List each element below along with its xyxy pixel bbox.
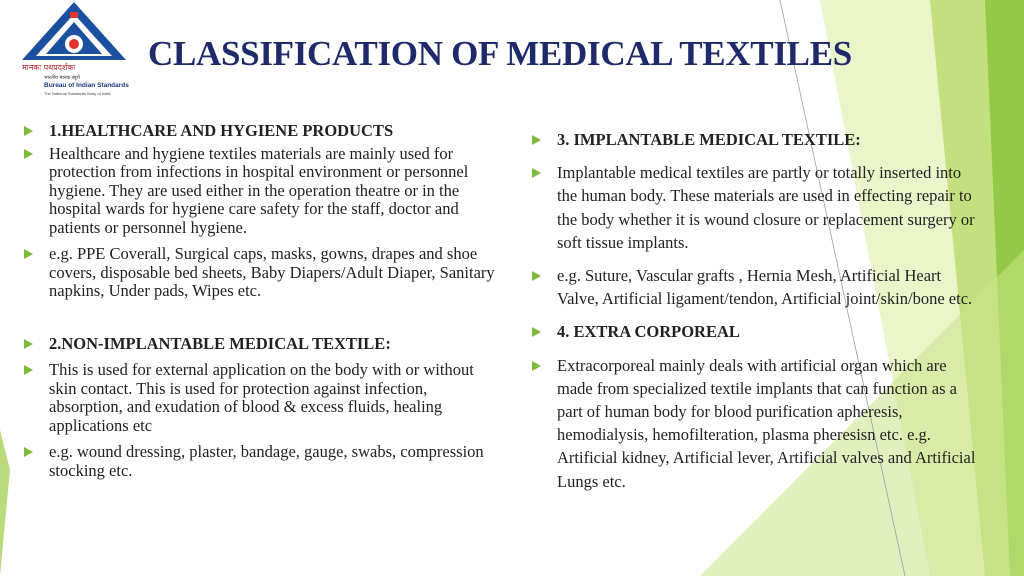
section-heading: 2.NON-IMPLANTABLE MEDICAL TEXTILE: [49, 333, 391, 353]
section-heading: 1.HEALTHCARE AND HYGIENE PRODUCTS [49, 121, 394, 140]
logo-org-name: Bureau of Indian Standards [44, 82, 129, 89]
list-item [530, 128, 980, 151]
left-column [22, 122, 502, 480]
paragraph-text: e.g. Suture, Vascular grafts , Hernia Mesh, Artificial Heart Valve, Artificial ligament/tendon, Artificial joint/skin/bone etc. [557, 266, 973, 309]
slide-title: CLASSIFICATION OF MEDICAL TEXTILES [148, 34, 852, 73]
paragraph-text: Extracorporeal mainly deals with artificial organ which are made from specialized textile implants that can function as a part of human body for blood purification apheresis, hemodialysis, hemofilteration, plasma pheresisn etc. e.g. Artificial kidney, Artificial lever, Artificial valves and Artificial Lungs etc. [557, 355, 976, 491]
green-sliver-left [0, 430, 10, 576]
right-column [530, 128, 980, 493]
bullet-arrow-icon [24, 149, 33, 159]
paragraph-text: This is used for external application on the body with or without skin contact. This is used for protection against infection, absorption, and exudation of blood & excess fluids, healing applications etc [49, 360, 474, 435]
bullet-arrow-icon [24, 339, 33, 349]
bullet-arrow-icon [24, 365, 33, 375]
bullet-arrow-icon [532, 168, 541, 178]
list-item [22, 122, 502, 141]
paragraph-text: Healthcare and hygiene textiles materials are mainly used for protection from infections in hospital environment or personnel hygiene. They are used either in the operation theatre or in the hospital wards for hygiene care safety for the staff, doctor and patients or personnel hygiene. [49, 143, 469, 237]
bullet-arrow-icon [532, 327, 541, 337]
logo-hindi-motto: मानकः पथप्रदर्शकः [22, 63, 76, 72]
logo-tagline: The National Standards Body of India [44, 91, 111, 96]
bullet-arrow-icon [24, 447, 33, 457]
bullet-arrow-icon [24, 126, 33, 136]
list-item [530, 161, 980, 254]
logo-hindi-name: भारतीय मानक ब्यूरो [44, 75, 80, 81]
bullet-arrow-icon [532, 135, 541, 145]
bullet-arrow-icon [532, 271, 541, 281]
list-item [530, 264, 980, 310]
list-item [22, 443, 502, 480]
list-item [530, 320, 980, 343]
bullet-arrow-icon [532, 361, 541, 371]
list-item [22, 245, 502, 301]
list-item [22, 361, 502, 435]
paragraph-text: e.g. wound dressing, plaster, bandage, gauge, swabs, compression stocking etc. [49, 442, 484, 480]
list-item [22, 335, 502, 354]
bullet-arrow-icon [24, 249, 33, 259]
bis-emblem-icon [14, 0, 134, 70]
paragraph-text: e.g. PPE Coverall, Surgical caps, masks, gowns, drapes and shoe covers, disposable bed sheets, Baby Diapers/Adult Diaper, Sanitary napkins, Under pads, Wipes etc. [49, 244, 495, 300]
section-heading: 4. EXTRA CORPOREAL [557, 322, 740, 342]
paragraph-text: Implantable medical textiles are partly or totally inserted into the human body. These materials are used in effecting repair to the body whether it is wound closure or replacement surgery or soft tissue implants. [557, 163, 975, 252]
bis-logo [14, 0, 134, 100]
list-item [530, 354, 980, 493]
section-heading: 3. IMPLANTABLE MEDICAL TEXTILE: [557, 130, 861, 149]
list-item [22, 145, 502, 238]
